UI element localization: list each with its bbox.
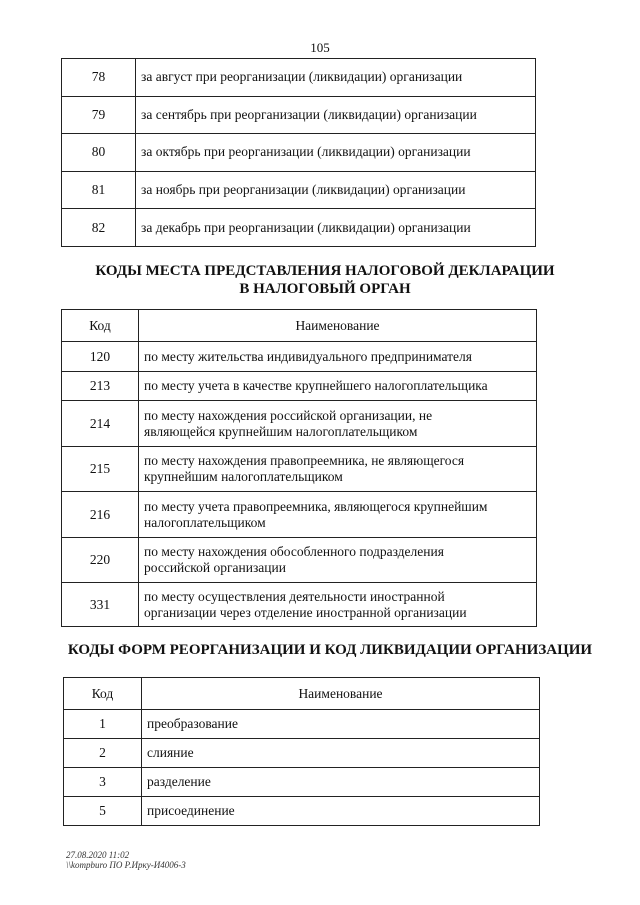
- code-cell: 120: [62, 342, 139, 372]
- name-cell: за ноябрь при реорганизации (ликвидации) организации: [136, 171, 536, 209]
- code-cell: 81: [62, 171, 136, 209]
- section-heading-declaration-place: [0, 262, 640, 298]
- code-cell: 216: [62, 492, 139, 538]
- name-cell: [139, 447, 537, 492]
- code-cell: 220: [62, 538, 139, 583]
- table-row: [62, 96, 536, 134]
- code-cell: 78: [62, 59, 136, 97]
- name-cell: за сентябрь при реорганизации (ликвидации) организации: [136, 96, 536, 134]
- table-row: [62, 342, 537, 372]
- name-line: российской организации: [144, 560, 286, 575]
- name-cell: [139, 342, 537, 372]
- code-cell: 214: [62, 401, 139, 447]
- name-cell: за август при реорганизации (ликвидации) организации: [136, 59, 536, 97]
- name-line: организации через отделение иностранной организации: [144, 604, 467, 620]
- page-number: 105: [310, 40, 330, 55]
- reorganization-forms-table: [63, 677, 540, 826]
- heading-line: КОДЫ МЕСТА ПРЕДСТАВЛЕНИЯ НАЛОГОВОЙ ДЕКЛАРАЦИИ: [95, 263, 555, 279]
- code-cell: 3: [64, 768, 142, 797]
- code-cell: 79: [62, 96, 136, 134]
- table-row: [62, 538, 537, 583]
- section-heading-reorganization-forms: КОДЫ ФОРМ РЕОРГАНИЗАЦИИ И КОД ЛИКВИДАЦИИ ОРГАНИЗАЦИИ: [67, 642, 593, 658]
- name-line: по месту нахождения российской организации, не: [144, 407, 433, 423]
- footer-path: \\kompburo ПО Р.Ирку-И4006-3: [66, 860, 186, 870]
- table-row: [62, 583, 537, 627]
- name-cell: [139, 372, 537, 401]
- code-cell: 80: [62, 134, 136, 172]
- column-header-code: Код: [62, 310, 139, 342]
- column-header-code: Код: [64, 678, 142, 710]
- name-cell: за октябрь при реорганизации (ликвидации) организации: [136, 134, 536, 172]
- table-row: [64, 768, 540, 797]
- name-line: по месту нахождения правопреемника, не являющегося: [144, 453, 465, 468]
- name-cell: [139, 401, 537, 447]
- name-cell: разделение: [142, 768, 540, 797]
- name-line: по месту учета в качестве крупнейшего налогоплательщика: [144, 378, 488, 393]
- name-cell: [139, 492, 537, 538]
- code-cell: 213: [62, 372, 139, 401]
- heading-line: В НАЛОГОВЫЙ ОРГАН: [239, 281, 411, 297]
- name-cell: [139, 538, 537, 583]
- name-cell: преобразование: [142, 710, 540, 739]
- name-cell: за декабрь при реорганизации (ликвидации) организации: [136, 209, 536, 247]
- table-row: [64, 710, 540, 739]
- name-line: по месту осуществления деятельности иностранной: [144, 588, 445, 604]
- declaration-place-table: [61, 309, 537, 627]
- table-row: [62, 372, 537, 401]
- name-line: налогоплательщиком: [144, 514, 266, 530]
- code-cell: 82: [62, 209, 136, 247]
- table-row: [64, 739, 540, 768]
- table-row: [62, 447, 537, 492]
- code-cell: 215: [62, 447, 139, 492]
- table-row: [62, 171, 536, 209]
- name-line: по месту нахождения обособленного подразделения: [144, 544, 444, 559]
- name-cell: присоединение: [142, 797, 540, 826]
- column-header-name: Наименование: [139, 310, 537, 342]
- name-cell: слияние: [142, 739, 540, 768]
- footer-timestamp: 27.08.2020 11:02: [66, 850, 130, 860]
- column-header-name: Наименование: [142, 678, 540, 710]
- table-row: [62, 401, 537, 447]
- table-row: [62, 209, 536, 247]
- table-header-row: [64, 678, 540, 710]
- name-line: по месту учета правопреемника, являющегося крупнейшим: [144, 498, 488, 514]
- table-row: [62, 134, 536, 172]
- table-row: [64, 797, 540, 826]
- code-cell: 2: [64, 739, 142, 768]
- table-header-row: [62, 310, 537, 342]
- name-line: по месту жительства индивидуального предпринимателя: [144, 348, 472, 364]
- name-line: крупнейшим налогоплательщиком: [144, 469, 343, 484]
- table-row: [62, 59, 536, 97]
- code-cell: 5: [64, 797, 142, 826]
- name-line: являющейся крупнейшим налогоплательщиком: [144, 423, 418, 439]
- code-cell: 1: [64, 710, 142, 739]
- period-codes-table: [61, 58, 536, 247]
- code-cell: 331: [62, 583, 139, 627]
- table-row: [62, 492, 537, 538]
- name-cell: [139, 583, 537, 627]
- document-footer: [66, 850, 186, 870]
